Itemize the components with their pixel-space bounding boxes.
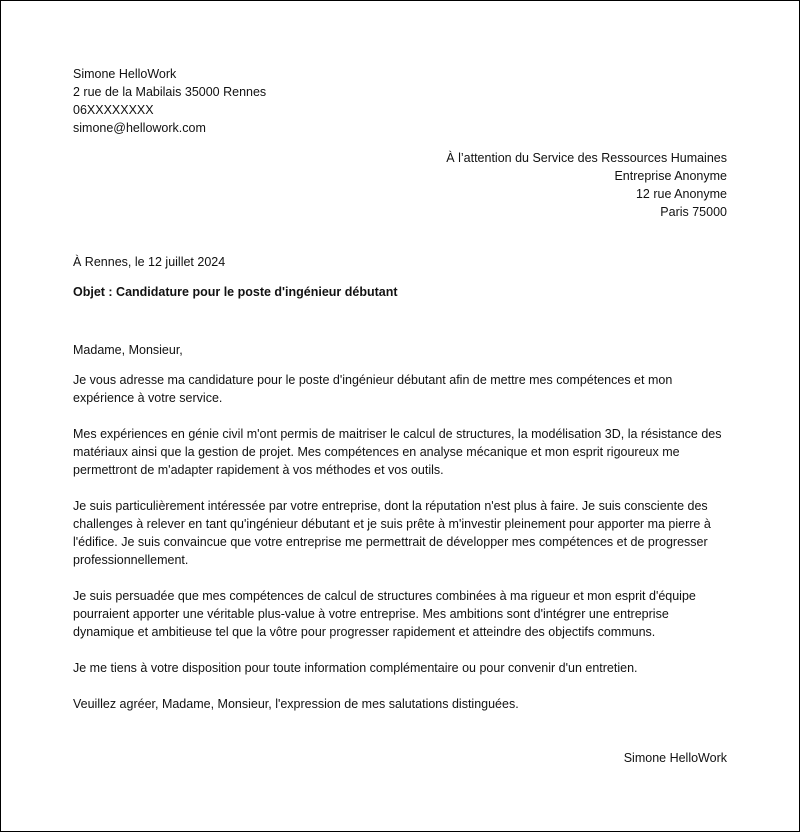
body-paragraph: Je suis persuadée que mes compétences de calcul de structures combinées à ma rigueur et mon esprit d'équipe pourraient apporter une véritable plus-value à votre entreprise. Mes ambitions sont d'intégrer une entreprise dynamique et ambitieuse tel que la vôtre pour progresser rapidement et atteindre des objectifs communs. [73, 589, 696, 639]
salutation: Madame, Monsieur, [73, 343, 183, 357]
subject-line: Objet : Candidature pour le poste d'ingénieur débutant [73, 285, 398, 299]
letter-body [73, 341, 733, 731]
closing-paragraph: Veuillez agréer, Madame, Monsieur, l'expression de mes salutations distinguées. [73, 697, 519, 711]
date-line: À Rennes, le 12 juillet 2024 [73, 255, 226, 269]
body-paragraph: Je me tiens à votre disposition pour toute information complémentaire ou pour convenir d'un entretien. [73, 661, 638, 675]
sender-block [73, 65, 266, 137]
sender-address: 2 rue de la Mabilais 35000 Rennes [73, 85, 267, 99]
body-paragraph: Mes expériences en génie civil m'ont permis de maitriser le calcul de structures, la modélisation 3D, la résistance des matériaux ainsi que la gestion de projet. Mes compétences en analyse mécanique et mon esprit rigoureux me permettront de m'adapter rapidement à vos méthodes et vos outils. [73, 427, 722, 477]
body-paragraph: Je suis particulièrement intéressée par votre entreprise, dont la réputation n'est plus à faire. Je suis consciente des challenges à relever en tant qu'ingénieur débutant et je suis prête à m'investir pleinement pour apporter ma pierre à l'édifice. Je suis convaincue que votre entreprise me permettrait de développer mes compétences et de progresser professionnellement. [73, 499, 711, 567]
recipient-block [446, 149, 727, 221]
signature: Simone HelloWork [623, 751, 727, 765]
sender-name: Simone HelloWork [73, 67, 177, 81]
recipient-city: Paris 75000 [660, 205, 727, 219]
sender-phone: 06XXXXXXXX [73, 103, 154, 117]
recipient-attention: À l’attention du Service des Ressources Humaines [446, 151, 727, 165]
recipient-company: Entreprise Anonyme [614, 169, 727, 183]
body-paragraph: Je vous adresse ma candidature pour le poste d'ingénieur débutant afin de mettre mes compétences et mon expérience à votre service. [73, 373, 673, 405]
sender-email: simone@hellowork.com [73, 121, 206, 135]
recipient-street: 12 rue Anonyme [635, 187, 727, 201]
